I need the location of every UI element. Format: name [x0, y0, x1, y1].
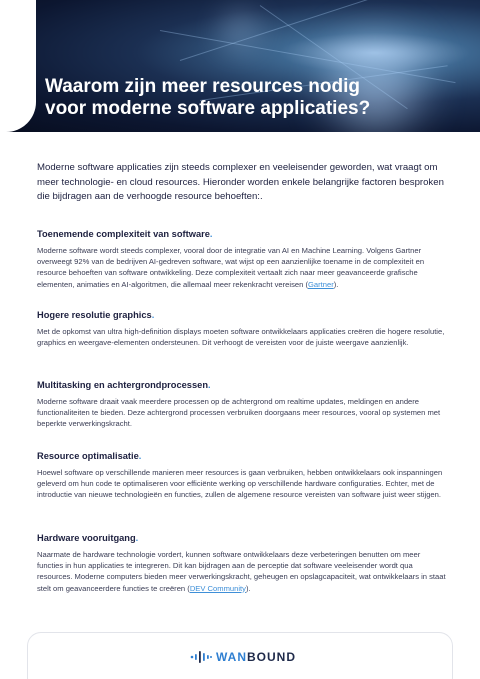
section-heading: Multitasking en achtergrondprocessen. [37, 380, 211, 390]
section-heading: Toenemende complexiteit van software. [37, 229, 213, 239]
hero-corner-cutout [0, 0, 36, 132]
section-hardware [37, 532, 447, 594]
wanbound-logo-text: WANBOUND [216, 650, 296, 664]
section-multitasking [37, 379, 447, 430]
section-heading: Hardware vooruitgang. [37, 533, 139, 543]
section-body: Moderne software wordt steeds complexer, vooral door de integratie van AI en Machine Learning. Volgens Gartner overweegt 92% van de bedrijven AI-gedreven software, wat wijst op een aanzienlijke toename in de complexiteit en resource behoeften van software ontwikkeling. Deze complexiteit vertaalt zich naar meer geavanceerde grafische elementen, animaties en AI-algoritmen, die allemaal meer rekenkracht vereisen (Gartner). [37, 246, 425, 289]
section-body: Moderne software draait vaak meerdere processen op de achtergrond om realtime updates, meldingen en andere functionaliteiten te bieden. Deze achtergrond processen verbruiken doorgaans meer resources, vooral op systemen met beperkte verwerkingskracht. [37, 397, 441, 429]
dev-community-link[interactable]: DEV Community [189, 583, 246, 593]
page-title-line1: Waarom zijn meer resources nodig [45, 76, 360, 97]
page-title-line2: voor moderne software applicaties? [45, 98, 371, 119]
page-title [45, 76, 465, 120]
section-body: Met de opkomst van ultra high-definition displays moeten software ontwikkelaars applicaties creëren die hogere resolutie, graphics en weergave-elementen ondersteunen. Dit verhoogt de vereisten voor de juiste weergave aanzienlijk. [37, 327, 445, 348]
section-optimization [37, 450, 447, 501]
section-complexity [37, 228, 447, 290]
wanbound-logo-icon [190, 650, 212, 664]
section-heading: Hogere resolutie graphics. [37, 310, 155, 320]
section-graphics [37, 309, 447, 348]
intro-paragraph: Moderne software applicaties zijn steeds complexer en veeleisender geworden, wat vraagt om meer technologie- en cloud resources. Hieronder worden enkele belangrijke factoren besproken die bijdragen aan de verhoogde resource behoeften:. [37, 162, 444, 202]
wanbound-logo [190, 649, 296, 665]
gartner-link[interactable]: Gartner [307, 279, 334, 289]
section-body: Naarmate de hardware technologie vordert, kunnen software ontwikkelaars deze verbeteringen benutten om meer functies in hun applicaties te integreren. Dit kan bijdragen aan de perceptie dat software veeleisender wordt qua resources. Moderne computers bieden meer verwerkingskracht, geheugen en opslagcapaciteit, wat ontwikkelaars in staat stelt om geavanceerdere functies te creëren (DEV Community). [37, 550, 446, 593]
hero-banner [0, 0, 480, 132]
section-heading: Resource optimalisatie. [37, 451, 142, 461]
section-body: Hoewel software op verschillende manieren meer resources is gaan verbruiken, hebben ontwikkelaars ook inspanningen geleverd om hun code te optimaliseren voor efficiënte werking op verschillende hardware configuraties. Echter, met de introductie van nieuwe technologieën en functies, zullen de algemene resource vereisten van software juist weer stijgen. [37, 468, 443, 500]
